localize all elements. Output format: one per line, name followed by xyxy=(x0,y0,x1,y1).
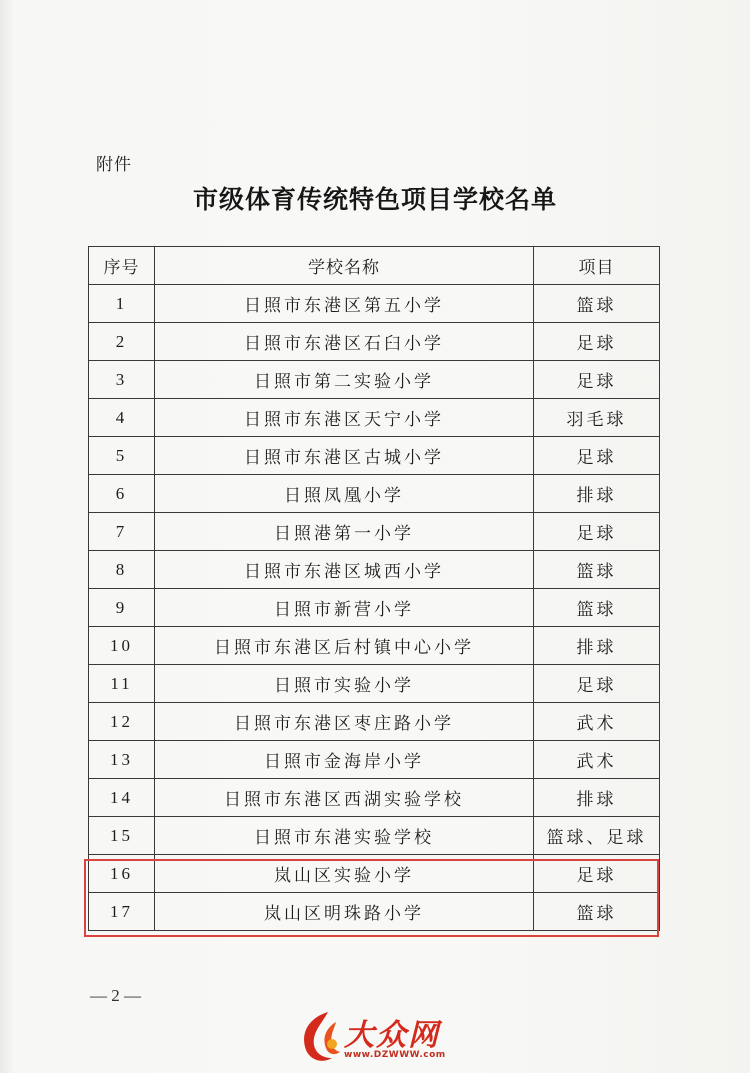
watermark-brand: 大众网 xyxy=(344,1018,440,1053)
row-number: 2 xyxy=(89,323,155,361)
sport-name: 足球 xyxy=(534,361,660,399)
sport-name: 篮球 xyxy=(534,589,660,627)
school-name: 日照市东港实验学校 xyxy=(155,817,534,855)
table-row xyxy=(89,665,660,703)
table-row xyxy=(89,323,660,361)
attachment-label: 附件 xyxy=(96,155,132,175)
row-number: 8 xyxy=(89,551,155,589)
table-row xyxy=(89,779,660,817)
flame-logo-icon xyxy=(298,1008,344,1066)
school-name: 日照市东港区枣庄路小学 xyxy=(155,703,534,741)
row-number: 4 xyxy=(89,399,155,437)
table-row xyxy=(89,703,660,741)
sport-name: 羽毛球 xyxy=(534,399,660,437)
column-header-number: 序号 xyxy=(89,247,155,285)
school-name: 日照市金海岸小学 xyxy=(155,741,534,779)
sport-name: 篮球 xyxy=(534,285,660,323)
row-number: 17 xyxy=(89,893,155,931)
table-header-row xyxy=(89,247,660,285)
table-row xyxy=(89,399,660,437)
table-row xyxy=(89,513,660,551)
row-number: 16 xyxy=(89,855,155,893)
document-title: 市级体育传统特色项目学校名单 xyxy=(192,185,557,214)
school-name: 日照市新营小学 xyxy=(155,589,534,627)
table-row xyxy=(89,627,660,665)
row-number: 6 xyxy=(89,475,155,513)
sport-name: 足球 xyxy=(534,855,660,893)
row-number: 3 xyxy=(89,361,155,399)
table-row xyxy=(89,589,660,627)
watermark-logo xyxy=(298,1008,458,1068)
sport-name: 足球 xyxy=(534,513,660,551)
sport-name: 足球 xyxy=(534,437,660,475)
school-name: 日照市东港区西湖实验学校 xyxy=(155,779,534,817)
row-number: 9 xyxy=(89,589,155,627)
school-name: 日照市东港区第五小学 xyxy=(155,285,534,323)
column-header-sport: 项目 xyxy=(534,247,660,285)
row-number: 13 xyxy=(89,741,155,779)
table-row xyxy=(89,285,660,323)
school-name: 日照市东港区石臼小学 xyxy=(155,323,534,361)
school-name: 日照市东港区古城小学 xyxy=(155,437,534,475)
sport-name: 篮球 xyxy=(534,893,660,931)
table-row xyxy=(89,817,660,855)
sport-name: 武术 xyxy=(534,703,660,741)
row-number: 5 xyxy=(89,437,155,475)
school-name: 日照港第一小学 xyxy=(155,513,534,551)
row-number: 1 xyxy=(89,285,155,323)
school-name: 岚山区明珠路小学 xyxy=(155,893,534,931)
school-name: 岚山区实验小学 xyxy=(155,855,534,893)
school-name: 日照市东港区天宁小学 xyxy=(155,399,534,437)
sport-name: 武术 xyxy=(534,741,660,779)
school-name: 日照市东港区后村镇中心小学 xyxy=(155,627,534,665)
table-row xyxy=(89,361,660,399)
school-name: 日照市第二实验小学 xyxy=(155,361,534,399)
sport-name: 足球 xyxy=(534,323,660,361)
row-number: 10 xyxy=(89,627,155,665)
table-row xyxy=(89,741,660,779)
column-header-school: 学校名称 xyxy=(155,247,534,285)
highlight-box xyxy=(84,859,659,937)
sport-name: 篮球、足球 xyxy=(534,817,660,855)
table-body xyxy=(89,285,660,931)
sport-name: 排球 xyxy=(534,475,660,513)
sport-name: 篮球 xyxy=(534,551,660,589)
row-number: 15 xyxy=(89,817,155,855)
page-number: — 2 — xyxy=(90,986,141,1005)
school-name: 日照凤凰小学 xyxy=(155,475,534,513)
row-number: 7 xyxy=(89,513,155,551)
watermark-url: www.DZWWW.com xyxy=(344,1050,446,1060)
row-number: 12 xyxy=(89,703,155,741)
table-row xyxy=(89,475,660,513)
school-name: 日照市东港区城西小学 xyxy=(155,551,534,589)
row-number: 11 xyxy=(89,665,155,703)
row-number: 14 xyxy=(89,779,155,817)
school-list-table xyxy=(88,246,660,931)
school-name: 日照市实验小学 xyxy=(155,665,534,703)
sport-name: 足球 xyxy=(534,665,660,703)
sport-name: 排球 xyxy=(534,627,660,665)
table-row xyxy=(89,551,660,589)
table-row xyxy=(89,437,660,475)
sport-name: 排球 xyxy=(534,779,660,817)
